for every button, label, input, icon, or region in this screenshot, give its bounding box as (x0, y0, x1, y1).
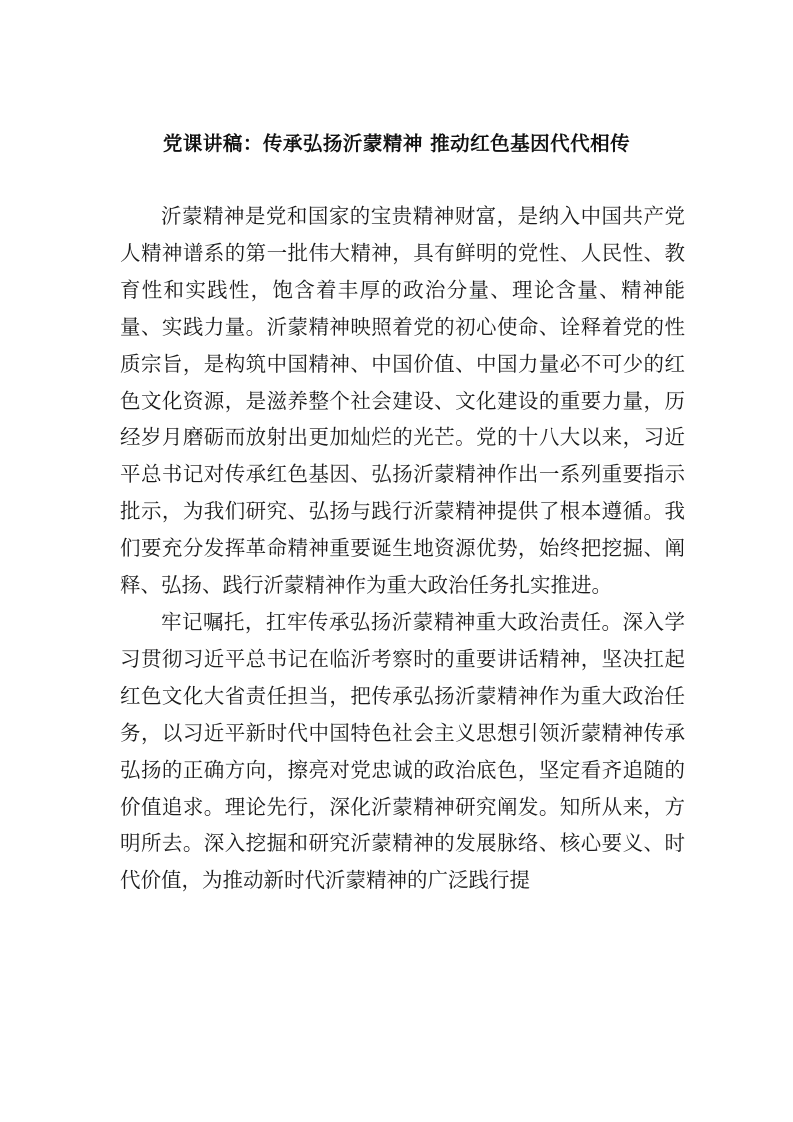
paragraph-2: 牢记嘱托，扛牢传承弘扬沂蒙精神重大政治责任。深入学习贯彻习近平总书记在临沂考察时的重要讲话精神，坚决扛起红色文化大省责任担当，把传承弘扬沂蒙精神作为重大政治任务，以习近平新时代中国特色社会主义思想引领沂蒙精神传承弘扬的正确方向，擦亮对党忠诚的政治底色，坚定看齐追随的价值追求。理论先行，深化沂蒙精神研究阐发。知所从来，方明所去。深入挖掘和研究沂蒙精神的发展脉络、核心要义、时代价值，为推动新时代沂蒙精神的广泛践行提 (120, 609, 685, 893)
document-body (120, 198, 685, 899)
paragraph-1: 沂蒙精神是党和国家的宝贵精神财富，是纳入中国共产党人精神谱系的第一批伟大精神，具有鲜明的党性、人民性、教育性和实践性，饱含着丰厚的政治分量、理论含量、精神能量、实践力量。沂蒙精神映照着党的初心使命、诠释着党的性质宗旨，是构筑中国精神、中国价值、中国力量必不可少的红色文化资源，是滋养整个社会建设、文化建设的重要力量，历经岁月磨砺而放射出更加灿烂的光芒。党的十八大以来，习近平总书记对传承红色基因、弘扬沂蒙精神作出一系列重要指示批示，为我们研究、弘扬与践行沂蒙精神提供了根本遵循。我们要充分发挥革命精神重要诞生地资源优势，始终把挖掘、阐释、弘扬、践行沂蒙精神作为重大政治任务扎实推进。 (120, 204, 685, 598)
document-title: 党课讲稿：传承弘扬沂蒙精神 推动红色基因代代相传 (162, 132, 631, 155)
